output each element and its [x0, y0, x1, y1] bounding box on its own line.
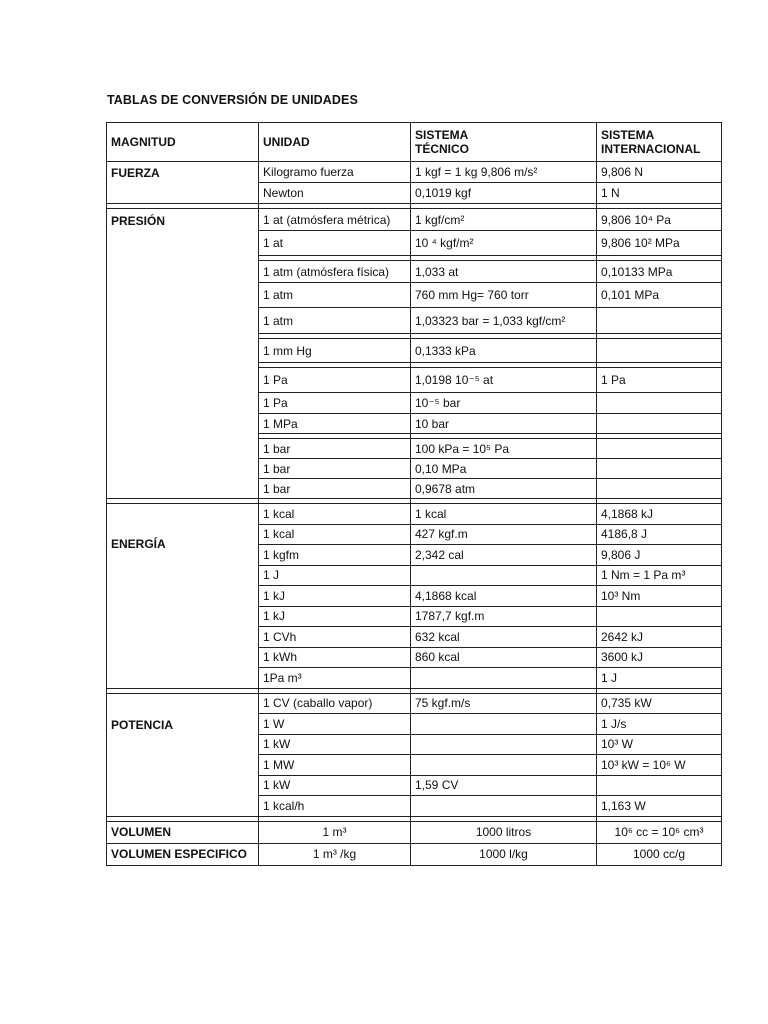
unit-header: [259, 123, 411, 162]
international-system-cell: 0,735 kW: [597, 693, 722, 714]
technical-system-cell: 1 kcal: [411, 504, 597, 525]
unit-cell: 1 W: [259, 714, 411, 735]
technical-system-cell: 0,1333 kPa: [411, 339, 597, 363]
header-row: [107, 123, 722, 162]
header-line: UNIDAD: [263, 135, 310, 149]
table-row: [107, 821, 722, 843]
international-system-cell: 4,1868 kJ: [597, 504, 722, 525]
unit-cell: 1 kJ: [259, 586, 411, 607]
unit-cell: 1 Pa: [259, 368, 411, 393]
international-system-cell: 1 N: [597, 183, 722, 204]
unit-cell: 1 CVh: [259, 627, 411, 648]
unit-cell: 1 atm (atmósfera física): [259, 261, 411, 283]
unit-cell: Kilogramo fuerza: [259, 162, 411, 183]
international-system-cell: 9,806 N: [597, 162, 722, 183]
international-system-cell: [597, 459, 722, 479]
header-line: MAGNITUD: [111, 135, 176, 149]
unit-cell: 1 atm: [259, 308, 411, 334]
unit-cell: 1 MW: [259, 755, 411, 776]
unit-cell: 1 kW: [259, 734, 411, 755]
technical-system-cell: 2,342 cal: [411, 545, 597, 566]
technical-system-cell: 1,033 at: [411, 261, 597, 283]
magnitude-header: [107, 123, 259, 162]
unit-cell: 1 kcal/h: [259, 796, 411, 817]
table-row: [107, 162, 722, 183]
header-line: SISTEMA: [601, 128, 655, 142]
technical-system-cell: 1000 l/kg: [411, 843, 597, 865]
technical-system-cell: [411, 734, 597, 755]
technical-system-cell: [411, 565, 597, 586]
unit-cell: Newton: [259, 183, 411, 204]
unit-cell: 1 kJ: [259, 606, 411, 627]
table-row: [107, 693, 722, 714]
magnitude-energia: ENERGÍA: [107, 504, 259, 689]
technical-system-cell: 1 kgf = 1 kg 9,806 m/s²: [411, 162, 597, 183]
unit-cell: 1 J: [259, 565, 411, 586]
unit-cell: 1 kcal: [259, 524, 411, 545]
international-system-cell: 1,163 W: [597, 796, 722, 817]
technical-system-header: [411, 123, 597, 162]
unit-cell: 1 bar: [259, 479, 411, 499]
header-line: INTERNACIONAL: [601, 142, 701, 156]
technical-system-cell: 427 kgf.m: [411, 524, 597, 545]
unit-cell: 1 kW: [259, 775, 411, 796]
technical-system-cell: [411, 755, 597, 776]
technical-system-cell: 760 mm Hg= 760 torr: [411, 283, 597, 308]
technical-system-cell: 1,03323 bar = 1,033 kgf/cm²: [411, 308, 597, 334]
technical-system-cell: 75 kgf.m/s: [411, 693, 597, 714]
international-system-cell: 10³ W: [597, 734, 722, 755]
unit-cell: 1 m³: [259, 821, 411, 843]
conversion-table: [106, 122, 722, 866]
international-system-cell: 1 Pa: [597, 368, 722, 393]
technical-system-cell: 0,10 MPa: [411, 459, 597, 479]
technical-system-cell: 1787,7 kgf.m: [411, 606, 597, 627]
unit-cell: 1 m³ /kg: [259, 843, 411, 865]
unit-cell: 1 at (atmósfera métrica): [259, 209, 411, 231]
international-system-cell: 10⁶ cc = 10⁶ cm³: [597, 821, 722, 843]
unit-cell: 1 Pa: [259, 393, 411, 414]
header-line: TÉCNICO: [415, 142, 469, 156]
technical-system-cell: 1,0198 10⁻⁵ at: [411, 368, 597, 393]
page-title: TABLAS DE CONVERSIÓN DE UNIDADES: [107, 93, 358, 107]
technical-system-cell: 1000 litros: [411, 821, 597, 843]
technical-system-cell: 10⁻⁵ bar: [411, 393, 597, 414]
international-system-cell: 9,806 10² MPa: [597, 231, 722, 256]
international-system-cell: 1 Nm = 1 Pa m³: [597, 565, 722, 586]
unit-cell: 1Pa m³: [259, 668, 411, 689]
international-system-cell: 3600 kJ: [597, 647, 722, 668]
unit-cell: 1 bar: [259, 459, 411, 479]
international-system-cell: 1 J/s: [597, 714, 722, 735]
international-system-cell: [597, 339, 722, 363]
table-row: [107, 504, 722, 525]
technical-system-cell: 1,59 CV: [411, 775, 597, 796]
international-system-cell: 1 J: [597, 668, 722, 689]
international-system-cell: 0,101 MPa: [597, 283, 722, 308]
international-system-cell: 10³ kW = 10⁶ W: [597, 755, 722, 776]
header-line: SISTEMA: [415, 128, 469, 142]
international-system-cell: 2642 kJ: [597, 627, 722, 648]
unit-cell: 1 kWh: [259, 647, 411, 668]
magnitude-presion: PRESIÓN: [107, 209, 259, 499]
magnitude-volumen: VOLUMEN: [107, 821, 259, 843]
international-system-cell: [597, 479, 722, 499]
magnitude-potencia: POTENCIA: [107, 693, 259, 816]
technical-system-cell: [411, 668, 597, 689]
magnitude-volumen-especifico: VOLUMEN ESPECIFICO: [107, 843, 259, 865]
international-system-cell: 4186,8 J: [597, 524, 722, 545]
international-system-cell: 9,806 10⁴ Pa: [597, 209, 722, 231]
international-system-cell: 10³ Nm: [597, 586, 722, 607]
international-system-header: [597, 123, 722, 162]
technical-system-cell: 860 kcal: [411, 647, 597, 668]
table-row: [107, 843, 722, 865]
international-system-cell: [597, 775, 722, 796]
technical-system-cell: 632 kcal: [411, 627, 597, 648]
technical-system-cell: [411, 796, 597, 817]
international-system-cell: [597, 393, 722, 414]
international-system-cell: [597, 439, 722, 459]
technical-system-cell: 1 kgf/cm²: [411, 209, 597, 231]
unit-cell: 1 kgfm: [259, 545, 411, 566]
magnitude-fuerza: FUERZA: [107, 162, 259, 204]
international-system-cell: [597, 606, 722, 627]
international-system-cell: 1000 cc/g: [597, 843, 722, 865]
unit-cell: 1 mm Hg: [259, 339, 411, 363]
technical-system-cell: [411, 714, 597, 735]
international-system-cell: 0,10133 MPa: [597, 261, 722, 283]
international-system-cell: 9,806 J: [597, 545, 722, 566]
unit-cell: 1 kcal: [259, 504, 411, 525]
unit-cell: 1 MPa: [259, 414, 411, 434]
unit-cell: 1 at: [259, 231, 411, 256]
international-system-cell: [597, 414, 722, 434]
technical-system-cell: 0,1019 kgf: [411, 183, 597, 204]
technical-system-cell: 10 ⁴ kgf/m²: [411, 231, 597, 256]
technical-system-cell: 100 kPa = 10⁵ Pa: [411, 439, 597, 459]
technical-system-cell: 10 bar: [411, 414, 597, 434]
technical-system-cell: 0,9678 atm: [411, 479, 597, 499]
international-system-cell: [597, 308, 722, 334]
unit-cell: 1 bar: [259, 439, 411, 459]
unit-cell: 1 atm: [259, 283, 411, 308]
technical-system-cell: 4,1868 kcal: [411, 586, 597, 607]
unit-cell: 1 CV (caballo vapor): [259, 693, 411, 714]
table-row: [107, 209, 722, 231]
